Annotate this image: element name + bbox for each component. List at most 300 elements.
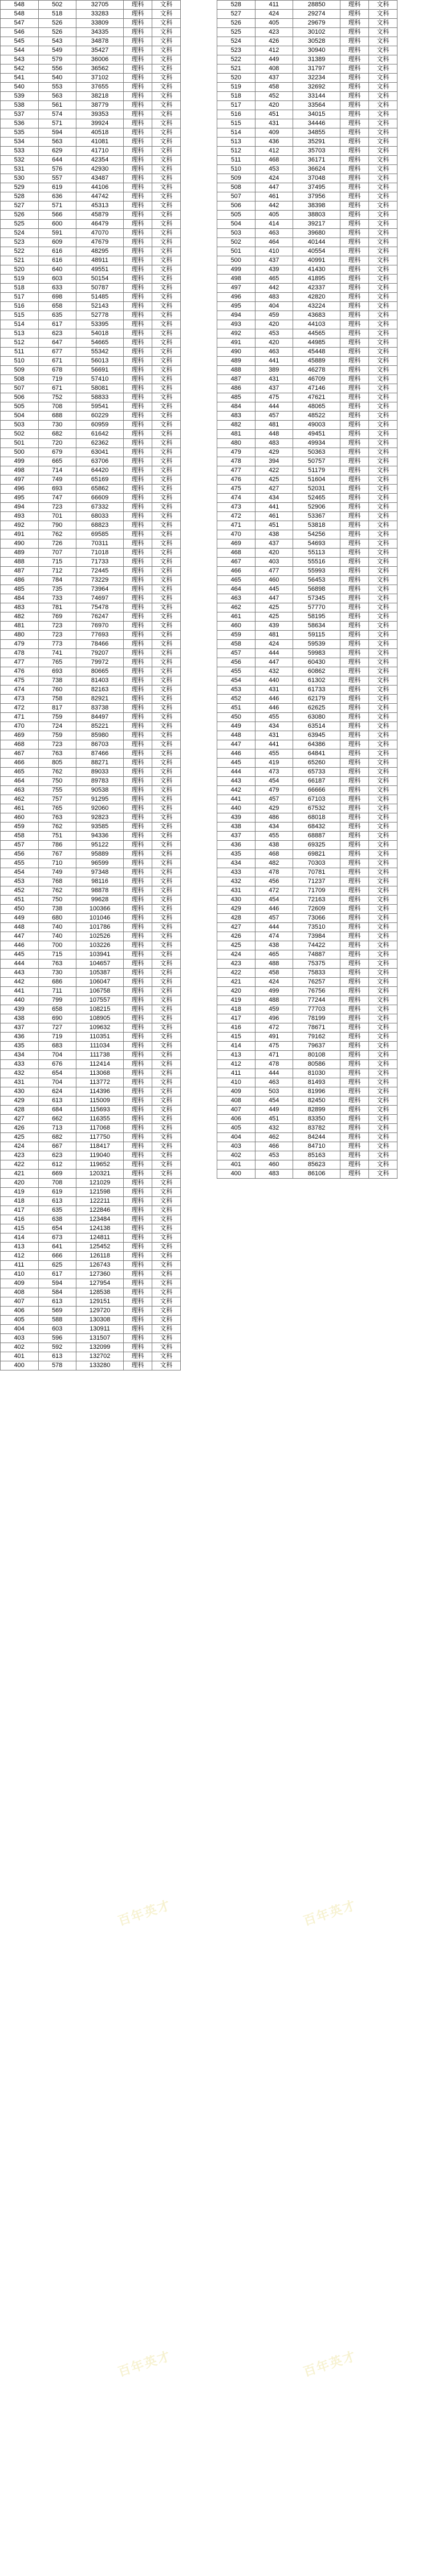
cell-category-label-left-1: 理科 xyxy=(124,832,152,841)
table-row xyxy=(1,713,434,722)
cell-category-label-left-1: 理科 xyxy=(124,457,152,466)
cell-same-score-count-right: 459 xyxy=(255,311,293,320)
cell-score-right: 437 xyxy=(217,832,255,841)
cell-same-score-count-left: 613 xyxy=(38,1197,76,1206)
cell-score-right: 477 xyxy=(217,466,255,475)
cell-category-label-right-2: 文科 xyxy=(369,1170,398,1179)
cell-cumulative-right: 73510 xyxy=(293,923,340,932)
cell-same-score-count-left: 769 xyxy=(38,612,76,622)
cell-same-score-count-right: 432 xyxy=(255,1124,293,1133)
cell-spacer-right xyxy=(397,1188,433,1197)
cell-spacer-left xyxy=(180,1197,217,1206)
cell-category-label-right-1 xyxy=(340,1224,369,1233)
cell-same-score-count-left: 707 xyxy=(38,549,76,558)
cell-same-score-count-left: 730 xyxy=(38,969,76,978)
cell-category-label-left-1: 理科 xyxy=(124,603,152,612)
cell-spacer-left xyxy=(180,1096,217,1106)
cell-category-label-right-1 xyxy=(340,1215,369,1224)
cell-score-right: 502 xyxy=(217,238,255,247)
cell-cumulative-right: 74422 xyxy=(293,941,340,950)
cell-cumulative-left: 107557 xyxy=(76,996,124,1005)
cell-same-score-count-left: 571 xyxy=(38,201,76,211)
cell-category-label-left-2: 文科 xyxy=(152,466,181,475)
cell-same-score-count-left: 704 xyxy=(38,1051,76,1060)
cell-category-label-left-2: 文科 xyxy=(152,960,181,969)
cell-cumulative-right: 30528 xyxy=(293,37,340,46)
cell-category-label-right-1: 理科 xyxy=(340,421,369,430)
cell-score-right: 517 xyxy=(217,101,255,110)
cell-category-label-right-2: 文科 xyxy=(369,731,398,740)
cell-score-right: 457 xyxy=(217,649,255,658)
cell-spacer-left xyxy=(180,119,217,128)
cell-category-label-left-2: 文科 xyxy=(152,1142,181,1151)
cell-cumulative-right xyxy=(293,1361,340,1370)
cell-cumulative-right: 77703 xyxy=(293,1005,340,1014)
cell-category-label-right-2 xyxy=(369,1325,398,1334)
cell-category-label-right-2: 文科 xyxy=(369,813,398,823)
cell-spacer-left xyxy=(180,713,217,722)
cell-category-label-left-2: 文科 xyxy=(152,74,181,83)
cell-spacer-right xyxy=(397,1051,433,1060)
cell-spacer-left xyxy=(180,1352,217,1361)
cell-spacer-left xyxy=(180,1124,217,1133)
cell-score-left: 452 xyxy=(1,886,39,896)
cell-spacer-right xyxy=(397,622,433,631)
cell-score-left: 409 xyxy=(1,1279,39,1288)
cell-spacer-left xyxy=(180,302,217,311)
cell-score-right: 402 xyxy=(217,1151,255,1160)
cell-score-left: 496 xyxy=(1,485,39,494)
table-row xyxy=(1,1115,434,1124)
cell-same-score-count-right: 477 xyxy=(255,567,293,576)
cell-spacer-right xyxy=(397,823,433,832)
cell-score-left: 450 xyxy=(1,905,39,914)
cell-category-label-left-2: 文科 xyxy=(152,622,181,631)
cell-spacer-right xyxy=(397,1243,433,1252)
cell-category-label-right-1: 理科 xyxy=(340,768,369,777)
cell-spacer-left xyxy=(180,1179,217,1188)
cell-spacer-left xyxy=(180,320,217,329)
cell-score-left: 547 xyxy=(1,19,39,28)
cell-category-label-right-1 xyxy=(340,1233,369,1243)
cell-same-score-count-right: 431 xyxy=(255,119,293,128)
cell-category-label-right-1 xyxy=(340,1334,369,1343)
cell-spacer-right xyxy=(397,759,433,768)
cell-category-label-right-2: 文科 xyxy=(369,211,398,220)
table-row xyxy=(1,612,434,622)
cell-score-right xyxy=(217,1297,255,1307)
cell-spacer-left xyxy=(180,740,217,749)
table-row xyxy=(1,1023,434,1033)
cell-spacer-right xyxy=(397,1142,433,1151)
cell-score-right: 520 xyxy=(217,74,255,83)
cell-category-label-left-1: 理科 xyxy=(124,1197,152,1206)
cell-score-left: 477 xyxy=(1,658,39,667)
cell-category-label-right-2: 文科 xyxy=(369,494,398,503)
cell-score-left: 451 xyxy=(1,896,39,905)
cell-cumulative-right: 63945 xyxy=(293,731,340,740)
cell-spacer-right xyxy=(397,530,433,539)
cell-same-score-count-left: 693 xyxy=(38,485,76,494)
cell-category-label-right-1: 理科 xyxy=(340,1023,369,1033)
cell-cumulative-right: 52906 xyxy=(293,503,340,512)
cell-spacer-right xyxy=(397,402,433,412)
table-row xyxy=(1,704,434,713)
cell-same-score-count-right: 438 xyxy=(255,841,293,850)
cell-score-right xyxy=(217,1215,255,1224)
cell-category-label-left-1: 理科 xyxy=(124,978,152,987)
cell-score-right: 400 xyxy=(217,1170,255,1179)
cell-category-label-left-2: 文科 xyxy=(152,320,181,329)
cell-same-score-count-left: 740 xyxy=(38,932,76,941)
cell-score-left: 422 xyxy=(1,1160,39,1170)
cell-score-left: 503 xyxy=(1,421,39,430)
cell-category-label-left-1: 理科 xyxy=(124,1033,152,1042)
cell-category-label-right-1: 理科 xyxy=(340,183,369,192)
cell-same-score-count-left: 684 xyxy=(38,1106,76,1115)
cell-cumulative-left: 73964 xyxy=(76,585,124,594)
cell-same-score-count-right: 458 xyxy=(255,83,293,92)
cell-score-right: 489 xyxy=(217,357,255,366)
table-row xyxy=(1,978,434,987)
cell-category-label-left-1: 理科 xyxy=(124,1188,152,1197)
cell-category-label-right-2: 文科 xyxy=(369,539,398,549)
cell-same-score-count-left: 713 xyxy=(38,1124,76,1133)
cell-same-score-count-right: 455 xyxy=(255,749,293,759)
cell-score-right: 430 xyxy=(217,896,255,905)
cell-spacer-right xyxy=(397,549,433,558)
cell-cumulative-right xyxy=(293,1297,340,1307)
cell-score-left: 541 xyxy=(1,74,39,83)
cell-category-label-left-1: 理科 xyxy=(124,704,152,713)
cell-score-right: 495 xyxy=(217,302,255,311)
cell-same-score-count-right: 432 xyxy=(255,667,293,676)
cell-score-right: 423 xyxy=(217,960,255,969)
cell-same-score-count-right: 439 xyxy=(255,622,293,631)
cell-same-score-count-left: 658 xyxy=(38,302,76,311)
cell-same-score-count-left: 781 xyxy=(38,603,76,612)
cell-same-score-count-left: 667 xyxy=(38,1142,76,1151)
cell-score-left: 504 xyxy=(1,412,39,421)
table-row xyxy=(1,138,434,147)
table-row xyxy=(1,941,434,950)
cell-spacer-left xyxy=(180,147,217,156)
cell-category-label-right-1: 理科 xyxy=(340,338,369,348)
cell-score-right: 451 xyxy=(217,704,255,713)
cell-same-score-count-left: 762 xyxy=(38,886,76,896)
cell-cumulative-left: 61642 xyxy=(76,430,124,439)
cell-category-label-left-1: 理科 xyxy=(124,749,152,759)
cell-category-label-left-2: 文科 xyxy=(152,275,181,284)
cell-cumulative-left: 117068 xyxy=(76,1124,124,1133)
cell-cumulative-right: 31389 xyxy=(293,55,340,64)
cell-spacer-left xyxy=(180,466,217,475)
cell-same-score-count-left: 710 xyxy=(38,859,76,868)
cell-spacer-right xyxy=(397,1215,433,1224)
table-row xyxy=(1,695,434,704)
cell-score-right: 443 xyxy=(217,777,255,786)
cell-same-score-count-right: 452 xyxy=(255,92,293,101)
cell-category-label-right-1: 理科 xyxy=(340,1005,369,1014)
cell-spacer-right xyxy=(397,1316,433,1325)
cell-same-score-count-left: 677 xyxy=(38,348,76,357)
cell-score-right: 518 xyxy=(217,92,255,101)
cell-category-label-right-1: 理科 xyxy=(340,192,369,201)
cell-same-score-count-right: 429 xyxy=(255,804,293,813)
cell-cumulative-left: 89033 xyxy=(76,768,124,777)
cell-spacer-left xyxy=(180,247,217,256)
cell-spacer-right xyxy=(397,74,433,83)
cell-cumulative-left: 39924 xyxy=(76,119,124,128)
cell-category-label-left-2: 文科 xyxy=(152,612,181,622)
cell-spacer-right xyxy=(397,987,433,996)
cell-cumulative-left: 59541 xyxy=(76,402,124,412)
cell-cumulative-left: 124811 xyxy=(76,1233,124,1243)
cell-spacer-right xyxy=(397,978,433,987)
cell-score-right: 404 xyxy=(217,1133,255,1142)
cell-category-label-left-1: 理科 xyxy=(124,1151,152,1160)
table-row xyxy=(1,1033,434,1042)
cell-same-score-count-left: 738 xyxy=(38,905,76,914)
cell-same-score-count-right: 447 xyxy=(255,183,293,192)
cell-category-label-right-1: 理科 xyxy=(340,238,369,247)
cell-spacer-right xyxy=(397,1115,433,1124)
cell-category-label-left-1: 理科 xyxy=(124,466,152,475)
cell-spacer-left xyxy=(180,1243,217,1252)
cell-same-score-count-left: 733 xyxy=(38,594,76,603)
cell-category-label-left-1: 理科 xyxy=(124,256,152,265)
cell-category-label-right-2: 文科 xyxy=(369,37,398,46)
cell-cumulative-left: 112414 xyxy=(76,1060,124,1069)
table-row xyxy=(1,1005,434,1014)
cell-spacer-right xyxy=(397,156,433,165)
cell-score-left: 415 xyxy=(1,1224,39,1233)
cell-spacer-left xyxy=(180,156,217,165)
cell-cumulative-right xyxy=(293,1261,340,1270)
cell-cumulative-right: 62625 xyxy=(293,704,340,713)
table-row xyxy=(1,923,434,932)
cell-same-score-count-left: 518 xyxy=(38,10,76,19)
cell-spacer-right xyxy=(397,950,433,960)
cell-category-label-right-2: 文科 xyxy=(369,1160,398,1170)
cell-spacer-left xyxy=(180,695,217,704)
cell-same-score-count-right: 404 xyxy=(255,302,293,311)
cell-same-score-count-left: 617 xyxy=(38,320,76,329)
cell-cumulative-right xyxy=(293,1334,340,1343)
cell-cumulative-left: 53395 xyxy=(76,320,124,329)
cell-category-label-right-1: 理科 xyxy=(340,722,369,731)
cell-cumulative-left: 132099 xyxy=(76,1343,124,1352)
cell-score-left: 497 xyxy=(1,475,39,485)
cell-cumulative-right: 61733 xyxy=(293,686,340,695)
cell-category-label-right-2: 文科 xyxy=(369,804,398,813)
cell-cumulative-right xyxy=(293,1252,340,1261)
cell-category-label-left-2: 文科 xyxy=(152,832,181,841)
cell-score-left: 533 xyxy=(1,147,39,156)
cell-cumulative-left: 37655 xyxy=(76,83,124,92)
cell-score-right: 407 xyxy=(217,1106,255,1115)
cell-category-label-left-1: 理科 xyxy=(124,211,152,220)
cell-spacer-right xyxy=(397,740,433,749)
cell-cumulative-right: 40991 xyxy=(293,256,340,265)
cell-category-label-left-2: 文科 xyxy=(152,813,181,823)
cell-same-score-count-right: 419 xyxy=(255,759,293,768)
cell-score-right: 425 xyxy=(217,941,255,950)
cell-spacer-right xyxy=(397,83,433,92)
cell-score-left: 508 xyxy=(1,375,39,384)
cell-category-label-right-1 xyxy=(340,1188,369,1197)
cell-spacer-left xyxy=(180,1151,217,1160)
cell-category-label-left-1: 理科 xyxy=(124,622,152,631)
cell-score-right xyxy=(217,1206,255,1215)
cell-spacer-left xyxy=(180,759,217,768)
cell-category-label-left-1: 理科 xyxy=(124,503,152,512)
cell-category-label-right-1: 理科 xyxy=(340,1,369,10)
cell-spacer-right xyxy=(397,1361,433,1370)
cell-category-label-right-1: 理科 xyxy=(340,439,369,448)
cell-category-label-right-2 xyxy=(369,1224,398,1233)
cell-category-label-right-2: 文科 xyxy=(369,10,398,19)
cell-category-label-left-2: 文科 xyxy=(152,530,181,539)
cell-cumulative-right: 49003 xyxy=(293,421,340,430)
cell-spacer-right xyxy=(397,667,433,676)
cell-spacer-left xyxy=(180,932,217,941)
cell-category-label-left-2: 文科 xyxy=(152,695,181,704)
cell-spacer-right xyxy=(397,110,433,119)
cell-category-label-left-1: 理科 xyxy=(124,640,152,649)
cell-category-label-right-2 xyxy=(369,1188,398,1197)
cell-same-score-count-right xyxy=(255,1316,293,1325)
cell-category-label-left-2: 文科 xyxy=(152,1325,181,1334)
cell-spacer-left xyxy=(180,457,217,466)
cell-score-right: 441 xyxy=(217,795,255,804)
cell-cumulative-left: 111738 xyxy=(76,1051,124,1060)
cell-category-label-right-2: 文科 xyxy=(369,950,398,960)
cell-category-label-left-1: 理科 xyxy=(124,1106,152,1115)
cell-category-label-left-1: 理科 xyxy=(124,10,152,19)
cell-score-left: 543 xyxy=(1,55,39,64)
cell-category-label-left-2: 文科 xyxy=(152,1160,181,1170)
cell-same-score-count-right: 425 xyxy=(255,475,293,485)
cell-cumulative-right: 43683 xyxy=(293,311,340,320)
cell-category-label-right-1: 理科 xyxy=(340,211,369,220)
cell-cumulative-left: 97348 xyxy=(76,868,124,877)
cell-score-right: 469 xyxy=(217,539,255,549)
cell-score-right: 492 xyxy=(217,329,255,338)
table-row xyxy=(1,457,434,466)
cell-category-label-right-2: 文科 xyxy=(369,256,398,265)
cell-category-label-right-2: 文科 xyxy=(369,156,398,165)
cell-cumulative-right: 52465 xyxy=(293,494,340,503)
cell-cumulative-left: 91295 xyxy=(76,795,124,804)
cell-category-label-left-1: 理科 xyxy=(124,612,152,622)
cell-score-left: 475 xyxy=(1,676,39,686)
cell-category-label-left-1: 理科 xyxy=(124,229,152,238)
cell-same-score-count-right: 424 xyxy=(255,10,293,19)
cell-category-label-right-2: 文科 xyxy=(369,713,398,722)
cell-same-score-count-left: 574 xyxy=(38,110,76,119)
cell-spacer-left xyxy=(180,384,217,393)
cell-cumulative-left: 83738 xyxy=(76,704,124,713)
cell-category-label-right-1: 理科 xyxy=(340,795,369,804)
cell-category-label-right-2: 文科 xyxy=(369,247,398,256)
cell-category-label-left-1: 理科 xyxy=(124,247,152,256)
cell-category-label-right-2: 文科 xyxy=(369,640,398,649)
cell-score-left: 417 xyxy=(1,1206,39,1215)
table-row xyxy=(1,211,434,220)
cell-spacer-left xyxy=(180,211,217,220)
table-row xyxy=(1,238,434,247)
cell-score-left: 471 xyxy=(1,713,39,722)
cell-category-label-right-2: 文科 xyxy=(369,457,398,466)
cell-same-score-count-left: 765 xyxy=(38,658,76,667)
cell-category-label-right-2 xyxy=(369,1233,398,1243)
cell-category-label-right-2: 文科 xyxy=(369,695,398,704)
cell-same-score-count-right: 464 xyxy=(255,238,293,247)
cell-category-label-left-2: 文科 xyxy=(152,201,181,211)
cell-same-score-count-left: 693 xyxy=(38,667,76,676)
cell-same-score-count-right: 474 xyxy=(255,932,293,941)
cell-score-left: 454 xyxy=(1,868,39,877)
cell-cumulative-left: 68033 xyxy=(76,512,124,521)
cell-spacer-left xyxy=(180,229,217,238)
cell-category-label-right-1: 理科 xyxy=(340,877,369,886)
cell-spacer-left xyxy=(180,877,217,886)
cell-score-right: 505 xyxy=(217,211,255,220)
cell-score-right: 513 xyxy=(217,138,255,147)
cell-category-label-right-1: 理科 xyxy=(340,640,369,649)
table-row xyxy=(1,110,434,119)
cell-category-label-right-1: 理科 xyxy=(340,969,369,978)
cell-same-score-count-right: 499 xyxy=(255,987,293,996)
cell-spacer-left xyxy=(180,667,217,676)
cell-cumulative-right: 64841 xyxy=(293,749,340,759)
cell-cumulative-left: 95889 xyxy=(76,850,124,859)
table-row xyxy=(1,823,434,832)
cell-spacer-left xyxy=(180,1005,217,1014)
cell-category-label-left-2: 文科 xyxy=(152,1361,181,1370)
cell-score-right: 432 xyxy=(217,877,255,886)
table-row xyxy=(1,402,434,412)
cell-score-right: 422 xyxy=(217,969,255,978)
cell-spacer-left xyxy=(180,165,217,174)
cell-cumulative-left: 33809 xyxy=(76,19,124,28)
table-row xyxy=(1,55,434,64)
cell-spacer-left xyxy=(180,1307,217,1316)
cell-same-score-count-left: 723 xyxy=(38,503,76,512)
cell-same-score-count-right: 457 xyxy=(255,914,293,923)
cell-category-label-left-1: 理科 xyxy=(124,877,152,886)
cell-category-label-right-2: 文科 xyxy=(369,229,398,238)
cell-score-right: 426 xyxy=(217,932,255,941)
cell-cumulative-left: 89783 xyxy=(76,777,124,786)
cell-spacer-left xyxy=(180,101,217,110)
cell-cumulative-left: 82163 xyxy=(76,686,124,695)
cell-score-left: 531 xyxy=(1,165,39,174)
cell-spacer-right xyxy=(397,886,433,896)
cell-score-left: 429 xyxy=(1,1096,39,1106)
cell-same-score-count-left: 613 xyxy=(38,1096,76,1106)
cell-category-label-right-2: 文科 xyxy=(369,667,398,676)
cell-category-label-left-1: 理科 xyxy=(124,421,152,430)
cell-cumulative-right: 63514 xyxy=(293,722,340,731)
cell-spacer-right xyxy=(397,439,433,448)
cell-category-label-right-2: 文科 xyxy=(369,466,398,475)
cell-score-left: 483 xyxy=(1,603,39,612)
cell-same-score-count-left: 623 xyxy=(38,329,76,338)
cell-category-label-right-1: 理科 xyxy=(340,412,369,421)
cell-category-label-left-2: 文科 xyxy=(152,1124,181,1133)
